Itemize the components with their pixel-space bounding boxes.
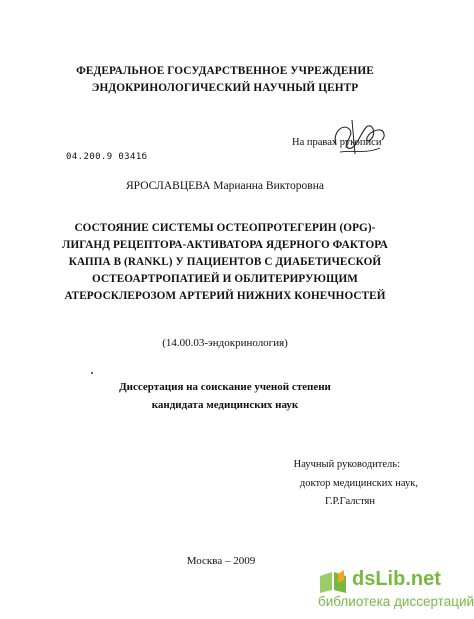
supervisor-label: Научный руководитель: xyxy=(293,459,400,470)
specialty-code: (14.00.03-эндокринология) xyxy=(162,337,288,349)
watermark-caption: библиотека диссертаций xyxy=(318,594,474,609)
watermark-logo-text: dsLib.net xyxy=(352,568,441,590)
manuscript-rights-note: На правах рукописи xyxy=(292,137,382,148)
book-logo-icon xyxy=(318,570,350,594)
author-name: ЯРОСЛАВЦЕВА Марианна Викторовна xyxy=(126,180,324,192)
dissertation-title-line: СОСТОЯНИЕ СИСТЕМЫ ОСТЕОПРОТЕГЕРИН (OPG)- xyxy=(74,222,376,234)
place-and-year: Москва – 2009 xyxy=(186,555,256,567)
supervisor-name: Г.Р.Галстян xyxy=(324,496,375,507)
institution-name-line1: ФЕДЕРАЛЬНОЕ ГОСУДАРСТВЕННОЕ УЧРЕЖДЕНИЕ xyxy=(76,65,374,77)
institution-name-line2: ЭНДОКРИНОЛОГИЧЕСКИЙ НАУЧНЫЙ ЦЕНТР xyxy=(91,82,359,94)
dissertation-title-line: КАППА В (RANKL) У ПАЦИЕНТОВ С ДИАБЕТИЧЕСКОЙ xyxy=(68,256,382,268)
dslib-watermark xyxy=(318,568,474,618)
document-registry-code: 04.200.9 0341б xyxy=(66,152,148,162)
dissertation-title-line: АТЕРОСКЛЕРОЗОМ АРТЕРИЙ НИЖНИХ КОНЕЧНОСТЕЙ xyxy=(64,290,386,302)
dissertation-title-line: ОСТЕОАРТРОПАТИЕЙ И ОБЛИТЕРИРУЮЩИМ xyxy=(92,273,358,285)
scan-speck xyxy=(91,372,93,374)
supervisor-degree: доктор медицинских наук, xyxy=(299,478,418,489)
degree-statement-line1: Диссертация на соискание ученой степени xyxy=(119,381,331,393)
degree-statement-line2: кандидата медицинских наук xyxy=(151,399,299,411)
dissertation-title-line: ЛИГАНД РЕЦЕПТОРА-АКТИВАТОРА ЯДЕРНОГО ФАКТОРА xyxy=(62,239,388,251)
